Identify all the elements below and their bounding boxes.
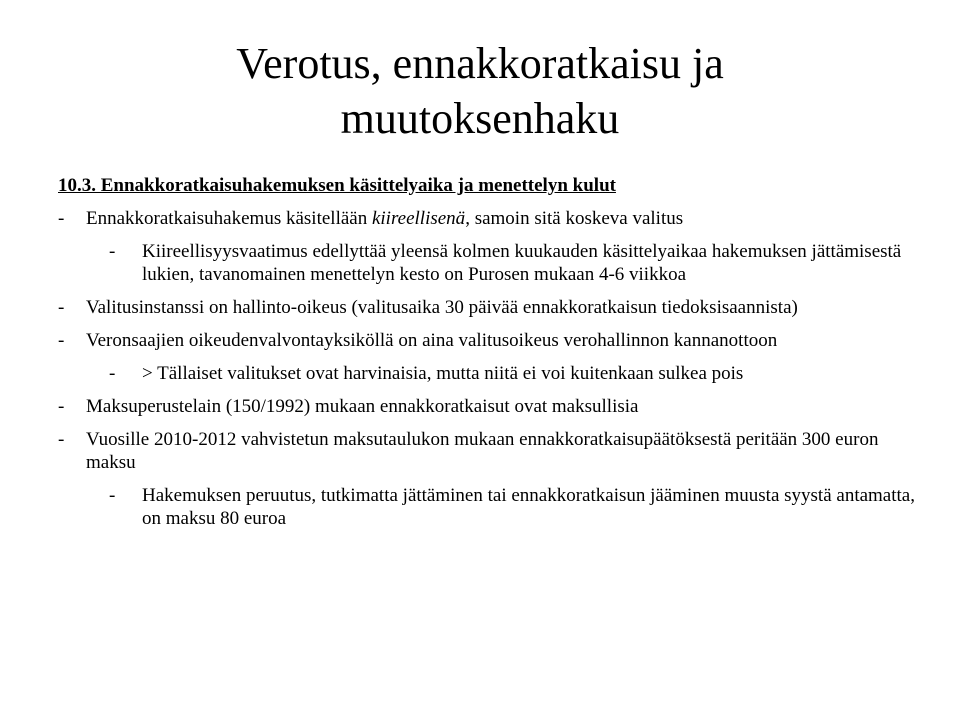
bullet-item-4: [58, 395, 928, 418]
bullet-item-2: [58, 296, 928, 319]
bullet-dash: -: [109, 363, 116, 384]
bullet-dash: -: [109, 485, 116, 506]
bullet-item-5: [58, 428, 928, 474]
bullet-dash: -: [109, 241, 116, 262]
sub-bullet-item-1: [58, 240, 928, 286]
sub-bullet-text-2: > Tällaiset valitukset ovat harvinaisia, mutta niitä ei voi kuitenkaan sulkea pois: [142, 363, 744, 384]
bullet-text-1a: Ennakkoratkaisuhakemus käsitellään: [86, 208, 372, 229]
bullet-text-4: Maksuperustelain (150/1992) mukaan ennakkoratkaisut ovat maksullisia: [86, 396, 639, 417]
bullet-text-1-italic: kiireellisenä: [371, 208, 466, 229]
slide-body: [58, 174, 928, 540]
bullet-dash: -: [58, 396, 65, 417]
bullet-dash: -: [58, 330, 65, 351]
bullet-text-2: Valitusinstanssi on hallinto-oikeus (valitusaika 30 päivää ennakkoratkaisun tiedoksisaannista): [86, 297, 798, 318]
bullet-dash: -: [58, 297, 65, 318]
sub-bullet-text-1: Kiireellisyysvaatimus edellyttää yleensä kolmen kuukauden käsittelyaikaa hakemuksen jättämisestä lukien, tavanomainen menettelyn kesto on Purosen mukaan 4-6 viikkoa: [142, 241, 902, 285]
section-subheading: 10.3. Ennakkoratkaisuhakemuksen käsittelyaika ja menettelyn kulut: [58, 175, 616, 196]
sub-bullet-text-3: Hakemuksen peruutus, tutkimatta jättäminen tai ennakkoratkaisun jääminen muusta syystä antamatta, on maksu 80 euroa: [142, 485, 915, 529]
bullet-dash: -: [58, 429, 65, 450]
bullet-text-5: Vuosille 2010-2012 vahvistetun maksutaulukon mukaan ennakkoratkaisupäätöksestä peritään 300 euron maksu: [86, 429, 879, 473]
slide-title-line-2: muutoksenhaku: [340, 94, 620, 143]
slide-title-line-1: Verotus, ennakkoratkaisu ja: [236, 39, 724, 88]
bullet-text-3: Veronsaajien oikeudenvalvontayksiköllä on aina valitusoikeus verohallinnon kannanottoon: [86, 330, 778, 351]
slide-title: [0, 36, 960, 146]
sub-bullet-item-2: [58, 362, 928, 385]
bullet-text-1b: , samoin sitä koskeva valitus: [465, 208, 684, 229]
bullet-item-1: [58, 207, 928, 230]
bullet-dash: -: [58, 208, 65, 229]
sub-bullet-item-3: [58, 484, 928, 530]
bullet-item-3: [58, 329, 928, 352]
